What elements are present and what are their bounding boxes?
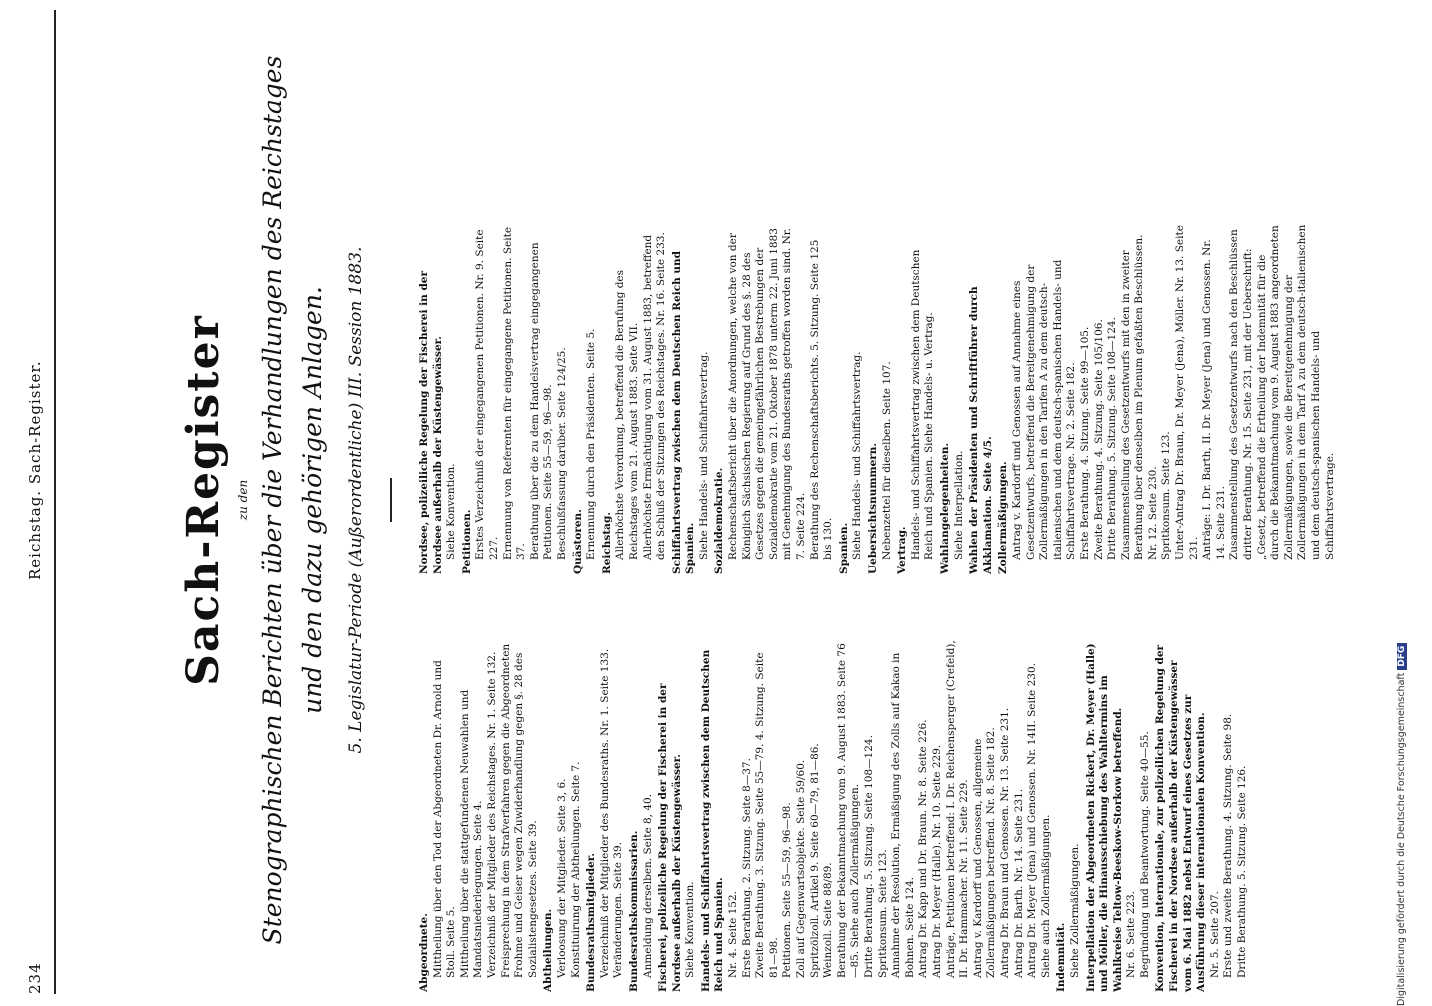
index-entry-line: Spritkonsum. Seite 123.: [876, 849, 889, 978]
index-entry-heading: Quästoren.: [571, 509, 584, 574]
title-connector: zu den: [236, 479, 250, 521]
index-entry-line: Siehe auch Zollermäßigungen.: [1039, 814, 1052, 978]
index-entry: [418, 640, 540, 992]
index-entry-heading: Bundesrathsmitglieder.: [585, 852, 598, 992]
index-entry-line: Erste Berathung. 4. Sitzung. Seite 99—105.: [1078, 326, 1091, 560]
index-entry-line: Berathung über die zu dem Handelsvertrag eingegangenen Petitionen. Seite 55—59, 96—98.: [528, 242, 555, 560]
index-entry-line: Zoll auf Gegenwartsobjekte. Seite 59/60.: [795, 759, 808, 978]
index-entry-line: Erste und zweite Berathung. 4. Sitzung. Seite 98.: [1222, 713, 1235, 978]
index-entry: [418, 222, 459, 574]
index-entry-heading: Reichstag.: [600, 512, 613, 574]
index-column-left: [418, 640, 1252, 992]
index-entry-heading: Indemnität.: [1055, 922, 1068, 992]
index-entry-line: Berathung der Bekanntmachung vom 9. August 1883. Seite 76—85. Siehe auch Zollermäßigungen.: [835, 643, 862, 978]
subtitle-line-1: Stenographischen Berichten über die Verhandlungen des Reichstages: [258, 55, 287, 945]
index-entry-line: Antrag v. Kardorff und Genossen auf Annahme eines Gesetzentwurfs, betreffend die Bereitgenehmigung der Zollermäßigungen in den Tarifen A zu dem deutsch-italienischen und dem deutsch-spanischen Handels- und Schiffahrtsvertrage. Nr. 2. Seite 182.: [1010, 259, 1078, 560]
session-line: 5. Legislatur-Periode (Außerordentliche) III. Session 1883.: [346, 246, 366, 754]
index-entry-line: Beschlußfassung darüber. Seite 124/25.: [555, 347, 568, 560]
index-entry-line: Verzeichniß der Mitglieder des Reichstages. Nr. 1. Seite 132.: [485, 651, 498, 978]
index-entry: [997, 222, 1337, 574]
index-entry-line: Siehe Handels- und Schiffahrtsvertrag.: [697, 351, 710, 560]
index-entry-line: Freisprechung in dem Strafverfahren gegen die Abgeordneten Frohme und Geiser wegen Zuwiderhandlung gegen §. 28 des Sozialistengesetzes. Seite 39.: [499, 643, 539, 978]
index-entry-line: Veränderungen. Seite 39.: [612, 842, 625, 978]
index-entry-heading: Abgeordnete.: [418, 913, 430, 992]
index-entry-line: Verzeichniß der Mitglieder des Bundesraths. Nr. 1. Seite 133.: [598, 648, 611, 978]
index-entry: [585, 640, 626, 992]
index-entry-line: Antrag Dr. Braun und Genossen. Nr. 13. Seite 231.: [998, 707, 1011, 978]
index-entry-line: Spritzölzoll. Artikel 9. Seite 60—79, 81—86.: [808, 743, 821, 978]
index-entry: [867, 222, 894, 574]
index-entry-line: Anträge: I. Dr. Barth, II. Dr. Meyer (Jena) und Genossen. Nr. 14. Seite 231.: [1201, 239, 1227, 560]
page-number: 234: [26, 962, 44, 994]
index-entry-line: Zweite Berathung. 3. Sitzung. Seite 55—79. 4. Sitzung. Seite 81—98.: [754, 652, 780, 978]
index-entry-line: Siehe Interpellation.: [952, 450, 965, 560]
index-entry-heading: Interpellation der Abgeordneten Rickert, Dr. Meyer (Halle) und Möller, die Hinausschiebung des Wahltermins im Wahlkreise Teltow-Beeskow-Storkow betreffend.: [1084, 643, 1124, 992]
index-entry: [572, 222, 599, 574]
index-entry: [461, 222, 570, 574]
index-entry-line: Siehe Zollermäßigungen.: [1068, 843, 1081, 978]
index-entry-heading: Konvention, internationale, zur polizeilichen Regelung der Fischerei in der Nordsee außerhalb der Küstengewässer vom 6. Mai 1882 nebst Entwurf eines Gesetzes zur Ausführung dieser internationalen Konvention.: [1154, 644, 1208, 992]
index-entry-line: Antrag Dr. Kapp und Dr. Braun. Nr. 8. Seite 226.: [917, 719, 930, 978]
index-entry-line: Antrag Dr. Meyer (Jena) und Genossen. Nr. 14II. Seite 230.: [1026, 663, 1039, 978]
subtitle-line-2: und den dazu gehörigen Anlagen.: [298, 286, 327, 714]
index-entry-line: Antrag Dr. Barth. Nr. 14. Seite 231.: [1012, 788, 1025, 978]
index-entry-line: Unter-Antrag Dr. Braun, Dr. Meyer (Jena), Möller. Nr. 13. Seite 231.: [1174, 225, 1200, 560]
index-entry-line: Zweite Berathung. 4. Sitzung. Seite 105/106.: [1092, 319, 1105, 560]
index-entry-heading: Nordsee, polizeiliche Regelung der Fischerei in der Nordsee außerhalb der Küstengewässer.: [418, 271, 444, 574]
index-entry-line: Antrag v. Kardorff und Genossen, allgemeine Zollermäßigungen betreffend. Nr. 8. Seite 182.: [971, 727, 998, 978]
index-entry-line: Ernennung von Referenten für eingegangene Petitionen. Seite 37.: [501, 226, 528, 560]
index-entry: [601, 222, 669, 574]
index-entry-heading: Abtheilungen.: [542, 908, 555, 992]
index-entry-line: Dritte Berathung. 5. Sitzung. Seite 126.: [1236, 765, 1249, 978]
index-entry: [657, 640, 698, 992]
index-entry-heading: Wahlangelegenheiten.: [938, 442, 951, 574]
index-entry-heading: Schiffahrtsvertrag zwischen dem Deutschen Reich und Spanien.: [670, 251, 697, 574]
index-column-right: [418, 222, 1339, 574]
index-entry-line: Nebenzettel für dieselben. Seite 107.: [880, 361, 893, 560]
index-entry: [939, 222, 966, 574]
index-entry: [838, 222, 865, 574]
index-entry: [1055, 640, 1082, 992]
index-entry: [628, 640, 655, 992]
index-entry-heading: Vertrag.: [896, 526, 909, 574]
dfg-logo: DFG: [1397, 643, 1407, 670]
index-entry-line: Ernennung durch den Präsidenten. Seite 5.: [585, 328, 598, 560]
index-entry-heading: Sozialdemokratie.: [713, 467, 726, 574]
index-entry: [968, 222, 995, 574]
index-entry-line: Erstes Verzeichniß der eingegangenen Petitionen. Nr. 9. Seite 227.: [474, 229, 500, 560]
credit-text: Digitalisierung gefördert durch die Deutsche Forschungsgemeinschaft: [1396, 672, 1407, 1006]
index-entry-heading: Zollermäßigungen.: [997, 461, 1010, 574]
index-entry-line: Anträge, Petitionen betreffend: I. Dr. Reichensperger (Crefeld), II. Dr. Hammacher. Nr. 11. Seite 229.: [944, 640, 971, 978]
index-entry: [671, 222, 712, 574]
index-entry-line: Siehe Konvention.: [684, 881, 697, 978]
running-title: Reichstag. Sach-Register.: [26, 360, 44, 580]
index-entry-heading: Spanien.: [837, 522, 850, 574]
index-entry-line: Antrag Dr. Meyer (Halle). Nr. 10. Seite 229.: [930, 744, 943, 978]
index-entry: [542, 640, 583, 992]
index-entry-line: Allerhöchste Ermächtigung vom 31. August 1883, betreffend den Schluß der Sitzungen des Reichstages. Nr. 16. Seite 233.: [641, 232, 668, 560]
index-entry-line: Nr. 6. Seite 223.: [1125, 891, 1138, 978]
index-entry-line: Zusammenstellung des Gesetzentwurfs nach den Beschlüssen dritter Berathung. Nr. 15. Seite 231, mit der Ueberschrift: „Gesetz, betreffend die Ertheilung der Indemnität für die durch die Bekanntmachung vom 9. August 1883 angeordneten Zollermäßigungen, sowie die Bereitgenehmigung der Zollermäßigungen in dem Tarif A zu dem deutsch-italienischen und dem deutsch-spanischen Handels- und Schiffahrtsvertrage.: [1228, 224, 1336, 560]
index-entry-line: Anmeldung derselben. Seite 8, 40.: [641, 793, 654, 978]
index-entry-heading: Wahlen der Präsidenten und Schriftführer durch Akklamation. Seite 4/5.: [968, 286, 994, 574]
digitization-credit: [1396, 6, 1407, 1006]
index-entry-line: Zusammenstellung des Gesetzentwurfs mit den in zweiter Berathung über denselben im Plenum gefaßten Beschlüssen. Nr. 12. Seite 230.: [1119, 234, 1159, 560]
index-entry-line: Nr. 5. Seite 207.: [1208, 891, 1221, 978]
index-entry-heading: Petitionen.: [460, 509, 473, 574]
register-title: Sach-Register: [178, 314, 229, 686]
index-entry-line: Erste Berathung. 2. Sitzung. Seite 8—37.: [740, 758, 753, 978]
index-entry-line: Rechenschaftsbericht über die Anordnungen, welche von der Königlich Sächsischen Regierung auf Grund des §. 28 des Gesetzes gegen die gemeingefährlichen Bestrebungen der Sozialdemokratie vom 21. Oktober 1878 unterm 22. Juni 1883 mit Genehmigung des Bundesraths getroffen worden sind. Nr. 7. Seite 224.: [727, 228, 808, 560]
index-entry-line: Konstituirung der Abtheilungen. Seite 7.: [569, 761, 582, 978]
index-entry-heading: Uebersichtsnummern.: [867, 442, 879, 574]
index-entry-line: Allerhöchste Verordnung, betreffend die Berufung des Reichstages vom 21. August 1883. Seite VII.: [614, 269, 640, 560]
index-entry-line: Mittheilung über die stattgefundenen Neuwahlen und Mandatsniederlegungen. Seite 4.: [458, 689, 485, 978]
index-entry-line: Siehe Handels- und Schiffahrtsvertrag.: [851, 351, 864, 560]
index-entry-line: Dritte Berathung. 5. Sitzung. Seite 108—124.: [1106, 317, 1119, 560]
index-entry: [700, 640, 1053, 992]
index-entry-heading: Bundesrathskommissarien.: [627, 830, 640, 992]
index-entry-line: Nr. 4. Seite 152.: [727, 891, 740, 978]
index-entry: [896, 222, 937, 574]
index-entry-heading: Handels- und Schiffahrtsvertrag zwischen dem Deutschen Reich und Spanien.: [699, 649, 726, 992]
header-rule: [54, 10, 56, 994]
index-entry-line: Spritkonsum. Seite 123.: [1160, 431, 1173, 560]
index-entry: [713, 222, 835, 574]
index-entry-line: Mittheilung über den Tod der Abgeordneten Dr. Arnold und Stoll. Seite 5.: [431, 660, 458, 978]
index-entry-line: Siehe Konvention.: [445, 463, 458, 560]
index-entry-heading: Fischerei, polizeiliche Regelung der Fischerei in der Nordsee außerhalb der Küstengewässer.: [657, 683, 683, 992]
index-entry-line: Verloosung der Mitglieder. Seite 3, 6.: [555, 778, 568, 978]
index-entry-line: Weinzoll. Seite 88/89.: [822, 862, 835, 978]
index-entry: [1154, 640, 1249, 992]
index-entry-line: Petitionen. Seite 55—59, 96—98.: [781, 802, 794, 978]
index-entry-line: Begründung und Beantwortung. Seite 40—55.: [1138, 731, 1151, 978]
index-entry-line: Annahme der Resolution, Ermäßigung des Zolls auf Kakao in Bohnen. Seite 124.: [890, 652, 916, 978]
separator-rule: [390, 478, 392, 522]
index-entry-line: Berathung des Rechenschaftsberichts. 5. Sitzung. Seite 125 bis 130.: [808, 239, 835, 560]
index-entry-line: Handels- und Schiffahrtsvertrag zwischen dem Deutschen Reich und Spanien. Siehe Handels- u. Vertrag.: [909, 249, 936, 560]
index-entry: [1085, 640, 1153, 992]
index-entry-line: Dritte Berathung. 5. Sitzung. Seite 108—124.: [863, 735, 875, 978]
